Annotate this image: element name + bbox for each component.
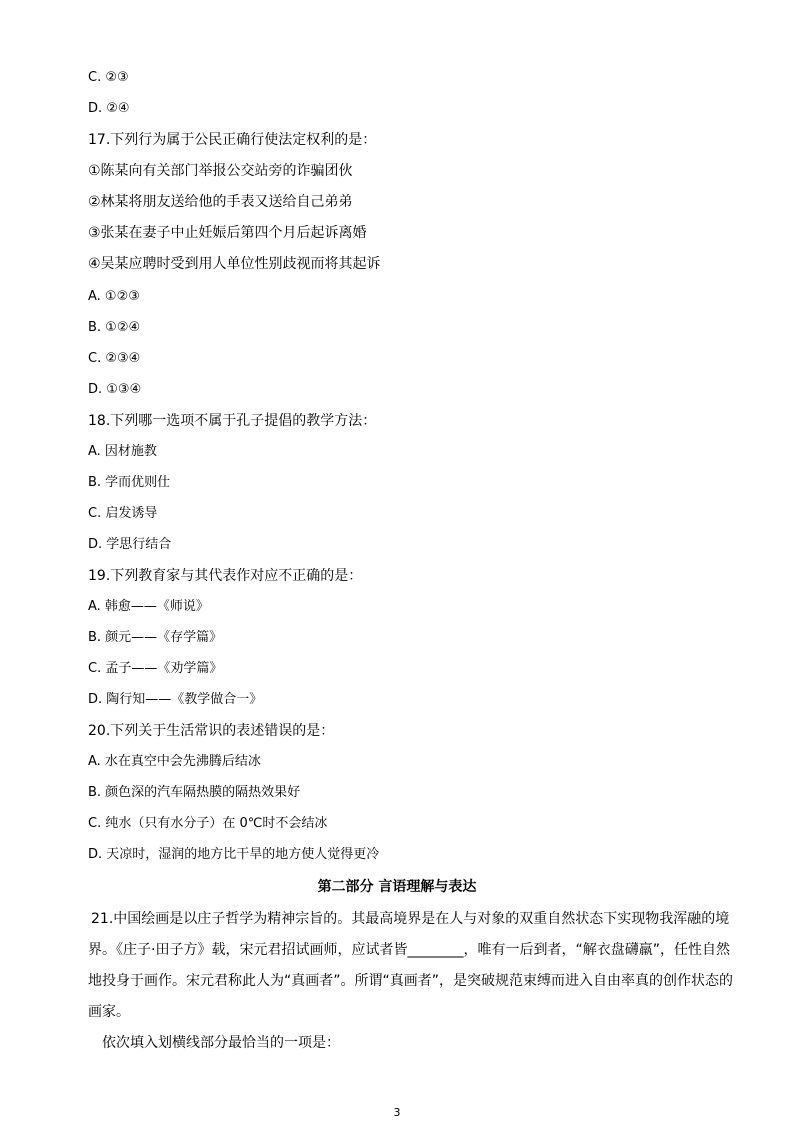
q17-option-b[interactable]: B. ①②④ — [88, 320, 141, 335]
q18-option-b[interactable]: B. 学而优则仕 — [88, 475, 171, 490]
q19-stem: 19.下列教育家与其代表作对应不正确的是： — [88, 568, 363, 584]
q19-option-d[interactable]: D. 陶行知——《教学做合一》 — [88, 692, 263, 707]
q17-statement-1: ①陈某向有关部门举报公交站旁的诈骗团伙 — [88, 163, 353, 179]
q18-option-c[interactable]: C. 启发诱导 — [88, 506, 158, 521]
q20-option-d[interactable]: D. 天凉时，湿润的地方比干旱的地方使人觉得更冷 — [88, 847, 380, 862]
q17-option-d[interactable]: D. ①③④ — [88, 382, 142, 397]
q17-statement-4: ④吴某应聘时受到用人单位性别歧视而将其起诉 — [88, 256, 381, 272]
q17-statement-3: ③张某在妻子中止妊娠后第四个月后起诉离婚 — [88, 225, 367, 241]
q19-option-c[interactable]: C. 孟子——《劝学篇》 — [88, 661, 223, 676]
q21-line-2: 界。《庄子·田子方》载，宋元君招试画师，应试者皆________，唯有一后到者，“解衣盘礴羸”，任性自然 — [88, 942, 730, 958]
q16-option-c[interactable]: C. ②③ — [88, 70, 129, 85]
q17-option-a[interactable]: A. ①②③ — [88, 289, 140, 304]
q16-option-d[interactable]: D. ②④ — [88, 101, 130, 116]
q18-stem: 18.下列哪一选项不属于孔子提倡的教学方法： — [88, 413, 377, 429]
q21-line-3: 地投身于画作。宋元君称此人为“真画者”。所谓“真画者”，是突破规范束缚而进入自由率真的创作状态的 — [88, 973, 734, 989]
page-number: 3 — [393, 1106, 401, 1119]
q21-line-4: 画家。 — [88, 1004, 130, 1020]
q18-option-a[interactable]: A. 因材施教 — [88, 444, 157, 459]
q20-option-a[interactable]: A. 水在真空中会先沸腾后结冰 — [88, 754, 261, 769]
q17-option-c[interactable]: C. ②③④ — [88, 351, 141, 366]
section-title: 第二部分 言语理解与表达 — [317, 879, 477, 895]
q19-option-b[interactable]: B. 颜元——《存学篇》 — [88, 630, 223, 645]
q17-statement-2: ②林某将朋友送给他的手表又送给自己弟弟 — [88, 194, 353, 210]
q19-option-a[interactable]: A. 韩愈——《师说》 — [88, 599, 209, 614]
q18-option-d[interactable]: D. 学思行结合 — [88, 537, 172, 552]
q21-instruction: 依次填入划横线部分最恰当的一项是： — [102, 1035, 340, 1051]
q20-stem: 20.下列关于生活常识的表述错误的是： — [88, 723, 335, 739]
q21-line-1 — [88, 910, 729, 928]
q20-option-b[interactable]: B. 颜色深的汽车隔热膜的隔热效果好 — [88, 785, 301, 800]
q21-text-line-1: 21.中国绘画是以庄子哲学为精神宗旨的。其最高境界是在人与对象的双重自然状态下实现物我浑融的境 — [91, 911, 730, 927]
q17-stem: 17.下列行为属于公民正确行使法定权利的是： — [88, 132, 377, 148]
q20-option-c[interactable]: C. 纯水（只有水分子）在 0℃时不会结冰 — [88, 816, 328, 831]
